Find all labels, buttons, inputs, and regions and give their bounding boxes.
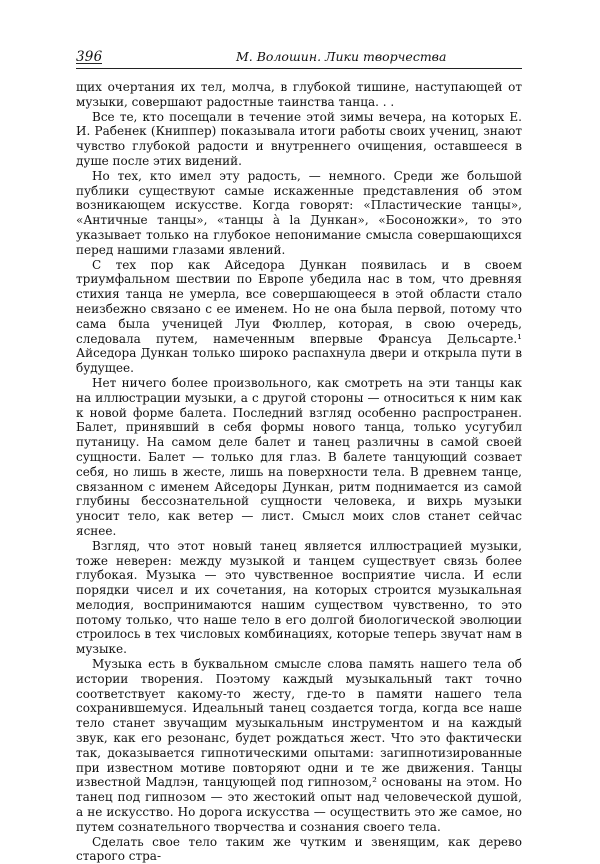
paragraph: Нет ничего более произвольного, как смотреть на эти танцы как на иллюстрации музыки, а с другой стороны — относиться к ним как к новой форме балета. Последний взгляд особенно распространен. Балет, принявший в себя формы нового танца, только усугубил путаницу. На самом деле балет и танец различны в самой своей сущности. Балет — только для глаз. В балете танцующий созвает себя, но лишь в жесте, лишь на поверхности тела. В древнем танце, связанном с именем Айседоры Дункан, ритм поднимается из самой глубины бессознательной сущности человека, и вихрь музыки уносит тело, как ветер — лист. Смысл моих слов станет сейчас яснее. <box>76 375 522 538</box>
page-header <box>76 46 522 69</box>
paragraph: Сделать свое тело таким же чутким и звенящим, как дерево старого стра- <box>76 834 522 864</box>
running-title: М. Волошин. Лики творчества <box>236 49 447 64</box>
paragraph: Музыка есть в буквальном смысле слова память нашего тела об истории творения. Поэтому каждый музыкальный такт точно соответствует какому-то жесту, где-то в памяти нашего тела сохранившемуся. Идеальный танец создается тогда, когда все наше тело станет звучащим музыкальным инструментом и на каждый звук, как его резонанс, будет рождаться жест. Что это фактически так, доказывается гипнотическими опытами: загипнотизированные при известном мотиве повторяют одни и те же движения. Танцы известной Мадлэн, танцующей под гипнозом,² основаны на этом. Но танец под гипнозом — это жестокий опыт над человеческой душой, а не искусство. Но дорога искусства — осуществить это же самое, но путем сознательного творчества и сознания своего тела. <box>76 657 522 834</box>
paragraph: Все те, кто посещали в течение этой зимы вечера, на которых Е. И. Рабенек (Книппер) показывала итоги работы своих учениц, знают чувство глубокой радости и внутреннего очищения, оставшееся в душе после этих видений. <box>76 109 522 168</box>
text-body <box>76 80 522 864</box>
paragraph: С тех пор как Айседора Дункан появилась и в своем триумфальном шествии по Европе убедила нас в том, что древняя стихия танца не умерла, все совершающееся в этой области стало неизбежно связано с ее именем. Но не она была первой, потому что сама была ученицей Луи Фюллер, которая, в свою очередь, следовала путем, намеченным впервые Франсуа Дельсарте.¹ Айседора Дункан только широко распахнула двери и открыла пути в будущее. <box>76 257 522 376</box>
paragraph: Но тех, кто имел эту радость, — немного. Среди же большой публики существуют самые искаженные представления об этом возникающем искусстве. Когда говорят: «Пластические танцы», «Античные танцы», «танцы à la Дункан», «Босоножки», то это указывает только на глубокое непонимание смысла совершающихся перед нашими глазами явлений. <box>76 168 522 257</box>
page-number: 396 <box>76 49 103 65</box>
paragraph: Взгляд, что этот новый танец является иллюстрацией музыки, тоже неверен: между музыкой и танцем существует связь более глубокая. Музыка — это чувственное восприятие числа. И если порядки чисел и их сочетания, на которых строится музыкальная мелодия, воспринимаются нашим существом чувственно, то это потому только, что наше тело в его долгой биологической эволюции строилось в тех числовых комбинациях, которые теперь звучат нам в музыке. <box>76 538 522 657</box>
paragraph: щих очертания их тел, молча, в глубокой тишине, наступающей от музыки, совершают радостные таинства танца. . . <box>76 80 522 109</box>
